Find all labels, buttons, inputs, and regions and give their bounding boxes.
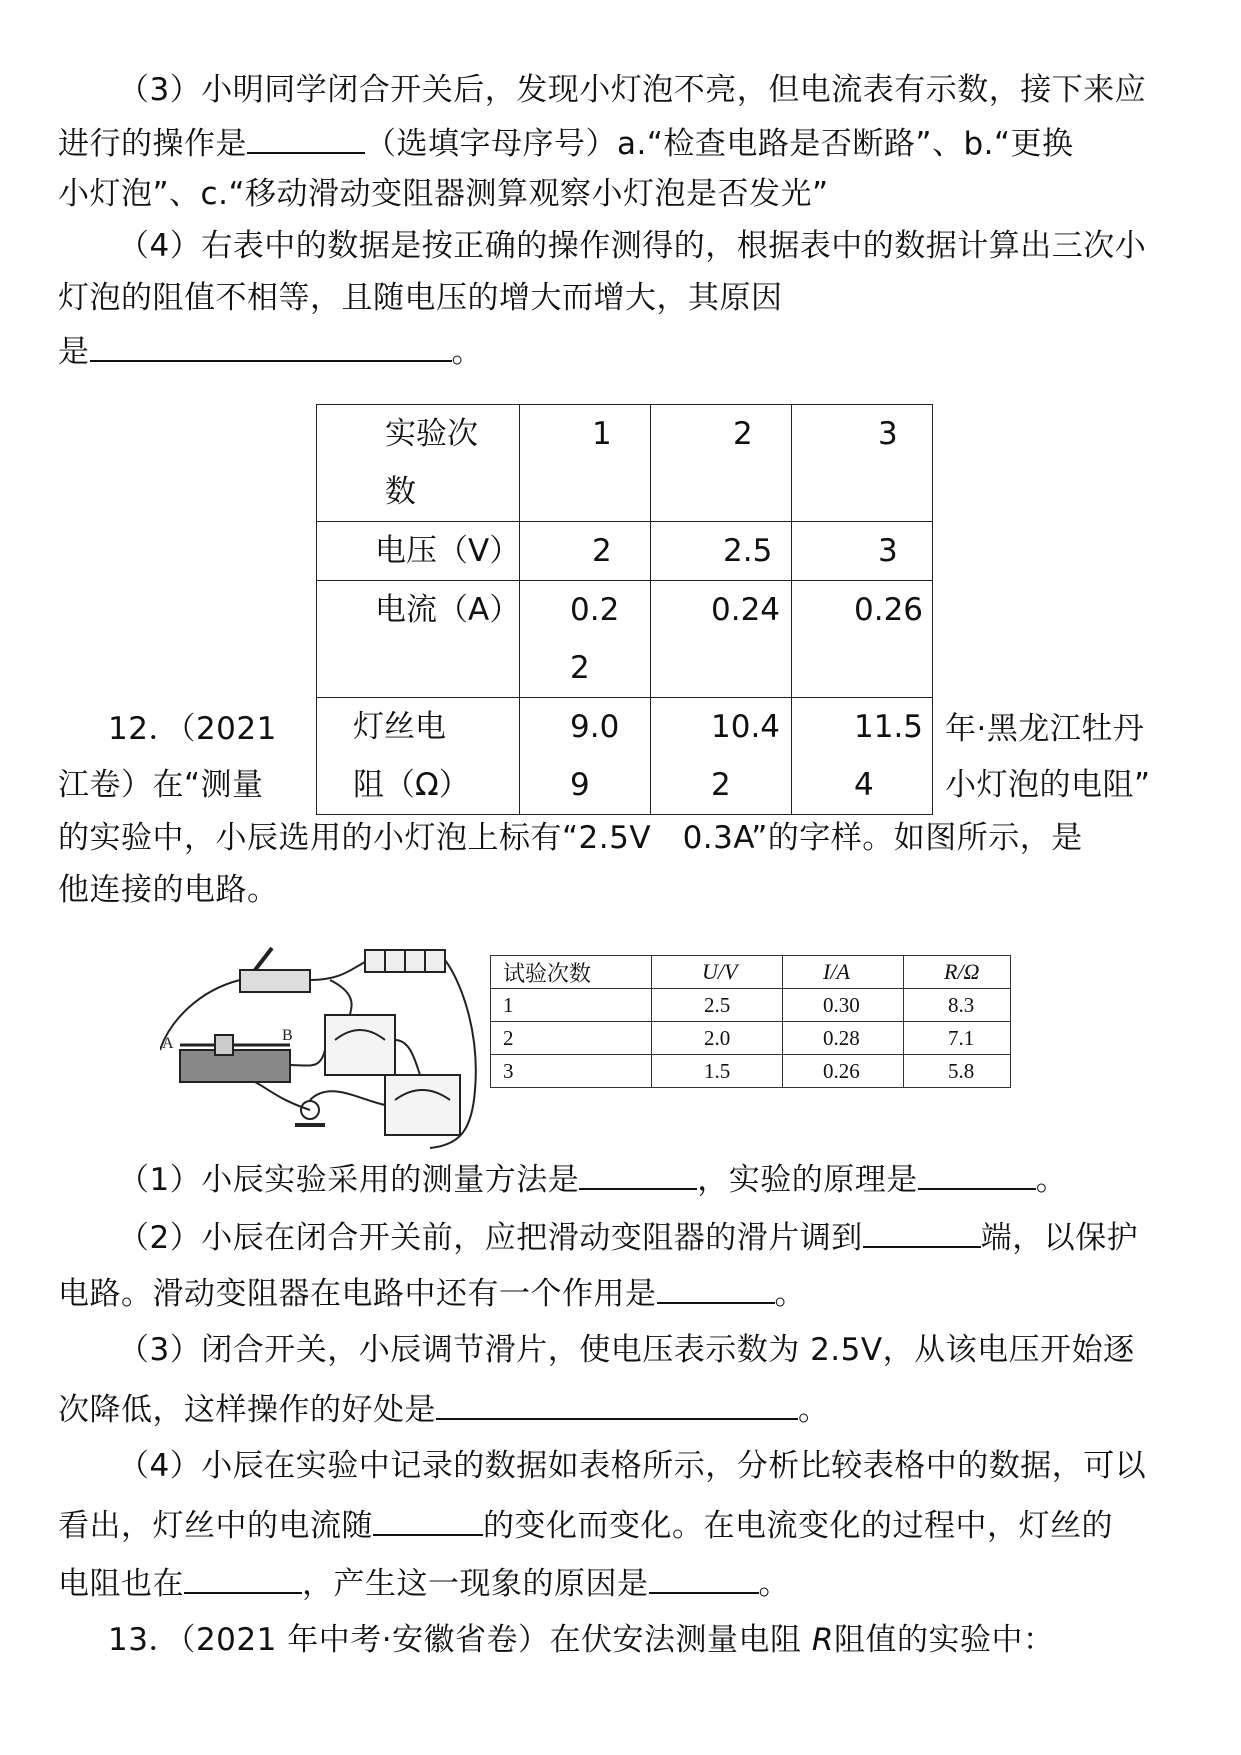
ammeter-shape	[325, 1015, 395, 1075]
data-table-2	[490, 955, 1011, 1088]
q12-part2-line2	[58, 1272, 806, 1314]
table-cell: 1	[491, 989, 652, 1022]
table-cell: 8.3	[904, 989, 1011, 1022]
q12-right-text-1: 年·黑龙江牡丹	[945, 711, 1145, 747]
q12-part3-line2	[58, 1388, 830, 1430]
table-cell: 实验次 数	[317, 405, 520, 522]
label-b: B	[282, 1027, 293, 1044]
table-cell: 0.26	[792, 581, 933, 698]
table-row	[491, 1055, 1011, 1088]
answer-blank[interactable]	[649, 1562, 759, 1594]
text: （2）小辰在闭合开关前，应把滑动变阻器的滑片调到	[118, 1220, 863, 1256]
answer-blank[interactable]	[657, 1272, 775, 1304]
answer-blank[interactable]	[184, 1562, 302, 1594]
table-row	[317, 698, 933, 815]
table-cell: 5.8	[904, 1055, 1011, 1088]
answer-blank[interactable]	[863, 1216, 981, 1248]
header-cell: I/A	[783, 956, 904, 989]
table-cell: 0.26	[783, 1055, 904, 1088]
table-cell: 11.5 4	[792, 698, 933, 815]
text: （1）小辰实验采用的测量方法是	[118, 1162, 580, 1198]
table-cell: 3	[792, 405, 933, 522]
table-cell: 电流（A）	[317, 581, 520, 698]
voltmeter-shape	[385, 1075, 460, 1135]
switch-lever	[255, 948, 272, 970]
q12-part4-line3	[58, 1562, 790, 1604]
q12-number: 12．（2021	[108, 711, 277, 747]
q12-part3-line1: （3）闭合开关，小辰调节滑片，使电压表示数为 2.5V，从该电压开始逐	[118, 1332, 1135, 1368]
text: 。	[1035, 1162, 1068, 1198]
text: 。	[451, 334, 483, 370]
answer-blank[interactable]	[436, 1388, 798, 1420]
q12-part2-line1	[118, 1216, 1138, 1258]
text: 的变化而变化。在电流变化的过程中，灯丝的	[483, 1508, 1113, 1544]
table-header-row	[491, 956, 1011, 989]
q12-right-text-2: 小灯泡的电阻”	[945, 767, 1151, 803]
label-a: A	[162, 1035, 174, 1052]
table-row	[317, 522, 933, 581]
table-cell: 1	[520, 405, 651, 522]
answer-blank[interactable]	[373, 1504, 483, 1536]
text: 进行的操作是	[58, 126, 247, 162]
q11-part4-line2: 灯泡的阻值不相等，且随电压的增大而增大，其原因	[58, 280, 783, 316]
table-cell: 2	[491, 1022, 652, 1055]
table-cell: 7.1	[904, 1022, 1011, 1055]
q11-part4-line1: （4）右表中的数据是按正确的操作测得的，根据表中的数据计算出三次小	[118, 228, 1147, 264]
q12-left-text: 江卷）在“测量	[58, 767, 264, 803]
switch-shape	[240, 970, 310, 992]
text: 电路。滑动变阻器在电路中还有一个作用是	[58, 1276, 657, 1312]
text: 是	[58, 334, 90, 370]
table-cell: 3	[792, 522, 933, 581]
text: （选填字母序号）a.“检查电路是否断路”、b.“更换	[365, 126, 1074, 162]
text: 电阻也在	[58, 1566, 184, 1602]
data-table-1	[316, 404, 933, 815]
header-cell: U/V	[652, 956, 783, 989]
q12-part1	[118, 1158, 1067, 1200]
table-cell: 3	[491, 1055, 652, 1088]
answer-blank[interactable]	[90, 330, 452, 362]
text: 。	[758, 1566, 790, 1602]
table-cell: 2	[651, 405, 792, 522]
table-cell: 2.5	[652, 989, 783, 1022]
table-cell: 0.28	[783, 1022, 904, 1055]
table-cell: 9.0 9	[520, 698, 651, 815]
q11-part3-line3: 小灯泡”、c.“移动滑动变阻器测算观察小灯泡是否发光”	[58, 176, 829, 212]
rheostat-shape	[180, 1050, 290, 1082]
table-cell: 0.24	[651, 581, 792, 698]
table-cell: 0.30	[783, 989, 904, 1022]
table-row	[317, 581, 933, 698]
table-cell: 0.2 2	[520, 581, 651, 698]
q12-line: 的实验中，小辰选用的小灯泡上标有“2.5V 0.3A”的字样。如图所示，是	[58, 820, 1083, 856]
circuit-diagram	[160, 940, 490, 1150]
text: 次降低，这样操作的好处是	[58, 1392, 436, 1428]
table-cell: 10.4 2	[651, 698, 792, 815]
variable-r: R	[811, 1622, 834, 1658]
q12-part4-line2	[58, 1504, 1113, 1546]
table-cell: 灯丝电 阻（Ω）	[317, 698, 520, 815]
table-cell: 2.0	[652, 1022, 783, 1055]
answer-blank[interactable]	[579, 1158, 697, 1190]
text: 看出，灯丝中的电流随	[58, 1508, 373, 1544]
table-cell: 电压（V）	[317, 522, 520, 581]
table-cell: 2	[520, 522, 651, 581]
text: 。	[774, 1276, 806, 1312]
answer-blank[interactable]	[247, 122, 365, 154]
text: 端，以保护	[980, 1220, 1139, 1256]
table-cell: 1.5	[652, 1055, 783, 1088]
text: 13．（2021 年中考·安徽省卷）在伏安法测量电阻	[108, 1622, 812, 1658]
header-cell: R/Ω	[904, 956, 1011, 989]
text: 阻值的实验中：	[833, 1622, 1055, 1658]
table-row	[317, 405, 933, 522]
header-cell: 试验次数	[491, 956, 652, 989]
table-cell: 2.5	[651, 522, 792, 581]
text: ，产生这一现象的原因是	[302, 1566, 649, 1602]
text: 。	[798, 1392, 830, 1428]
answer-blank[interactable]	[918, 1158, 1036, 1190]
q11-part3-line1: （3）小明同学闭合开关后，发现小灯泡不亮，但电流表有示数，接下来应	[118, 72, 1147, 108]
q12-line: 他连接的电路。	[58, 872, 279, 908]
q12-part4-line1: （4）小辰在实验中记录的数据如表格所示，分析比较表格中的数据，可以	[118, 1448, 1147, 1484]
table-row	[491, 1022, 1011, 1055]
table-row	[491, 989, 1011, 1022]
text: ，实验的原理是	[697, 1162, 918, 1198]
q13-header	[108, 1620, 1054, 1660]
q11-part3-line2	[58, 122, 1074, 164]
q11-part4-line3	[58, 330, 483, 372]
